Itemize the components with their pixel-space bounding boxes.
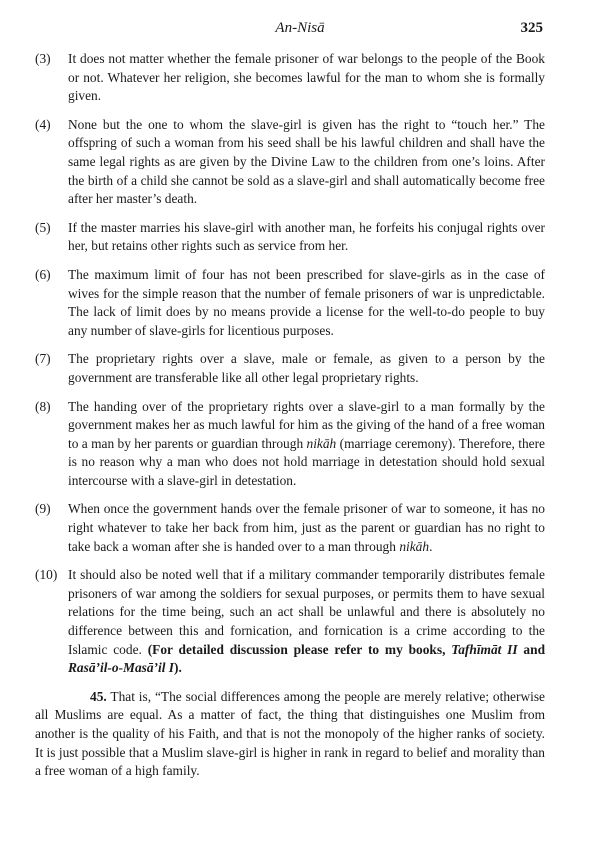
note-text-part: It should also be noted well that if a military commander temporarily distributes female prisoners of war among the soldiers for sexual purposes, or permits them to have sexual relations for the time being, such an act shall be unlawful and there is absolutely no difference between this and fornication, and fornication is a crime according to the Islamic code. (68, 567, 545, 657)
reference-part: (For detailed discussion please refer to my books, (147, 641, 452, 657)
note-text (68, 500, 545, 556)
note-text-part: . (429, 538, 433, 554)
reference-part: and (517, 641, 546, 657)
note-text-part: When once the government hands over the female prisoner of war to someone, it has no right whatever to take her back from him, just as the parent or guardian has no right to take back a woman after she is handed over to a man through (68, 501, 545, 554)
page-number: 325 (520, 20, 543, 36)
reference-part: ). (174, 660, 182, 676)
note-number: (4) (35, 116, 51, 132)
note-number: (6) (35, 266, 51, 282)
note-item (35, 219, 545, 256)
note-item (35, 500, 545, 556)
note-item (35, 398, 545, 491)
note-number: (3) (35, 51, 51, 66)
note-number: (7) (35, 351, 51, 367)
footnote-text: That is, “The social differences among the people are merely relative; otherwise all Muslims are equal. As a matter of fact, the thing that distinguishes one Muslim from another is the quality of his Faith, and that is not the monopoly of the higher ranks of society. It is just possible that a Muslim slave-girl is higher in rank in regard to belief and morality than a free woman of a high family. (35, 688, 545, 779)
note-number: (5) (35, 219, 51, 235)
note-item (35, 566, 545, 678)
note-number: (8) (35, 398, 51, 414)
italic-term: nikāh (306, 435, 337, 451)
footnote (35, 688, 545, 781)
note-text (68, 566, 545, 678)
note-text: The proprietary rights over a slave, male or female, as given to a person by the government are transferable like all other legal proprietary rights. (68, 351, 545, 385)
note-text-part: The handing over of the proprietary rights over a slave-girl to a man formally by the government makes her as much lawful for him as the giving of the hand of a free woman to a man by her parents or guardian through (68, 398, 545, 451)
note-number: (9) (35, 501, 51, 517)
note-text: If the master marries his slave-girl with another man, he forfeits his conjugal rights over her, but retains other rights such as service from her. (68, 219, 545, 254)
note-text: The maximum limit of four has not been prescribed for slave-girls as in the case of wives for the simple reason that the number of female prisoners of war is unpredictable. The lack of limit does by no means provide a license for the well-to-do people to buy any number of slave-girls for licentious purposes. (68, 266, 545, 338)
page-content (35, 50, 545, 781)
note-text (68, 398, 545, 491)
footnote-number: 45. (90, 688, 107, 704)
note-text: None but the one to whom the slave-girl is given has the right to “touch her.” The offspring of such a woman from his seed shall be his lawful children and shall have the same legal rights as are given by the Divine Law to the children from one’s loins. After the birth of a child she cannot be sold as a slave-girl and shall automatically become free after her master’s death. (68, 116, 545, 207)
note-item (35, 116, 545, 209)
note-item (35, 266, 545, 340)
running-title: An-Nisā (275, 20, 325, 36)
book-title: Rasā’il-o-Masā’il I (68, 660, 175, 676)
note-item (35, 50, 545, 106)
note-text-part: (marriage ceremony). Therefore, there is no reason why a man who does not hold marriage in detestation should hold sexual intercourse with a slave-girl in detestation. (68, 435, 545, 488)
italic-term: nikāh (399, 538, 430, 554)
book-title: Tafhīmāt II (451, 641, 518, 657)
note-number: (10) (35, 567, 58, 583)
note-item (35, 350, 545, 387)
note-text: It does not matter whether the female prisoner of war belongs to the people of the Book or not. Whatever her religion, she becomes lawful for the man to whom she is formally given. (68, 51, 545, 104)
